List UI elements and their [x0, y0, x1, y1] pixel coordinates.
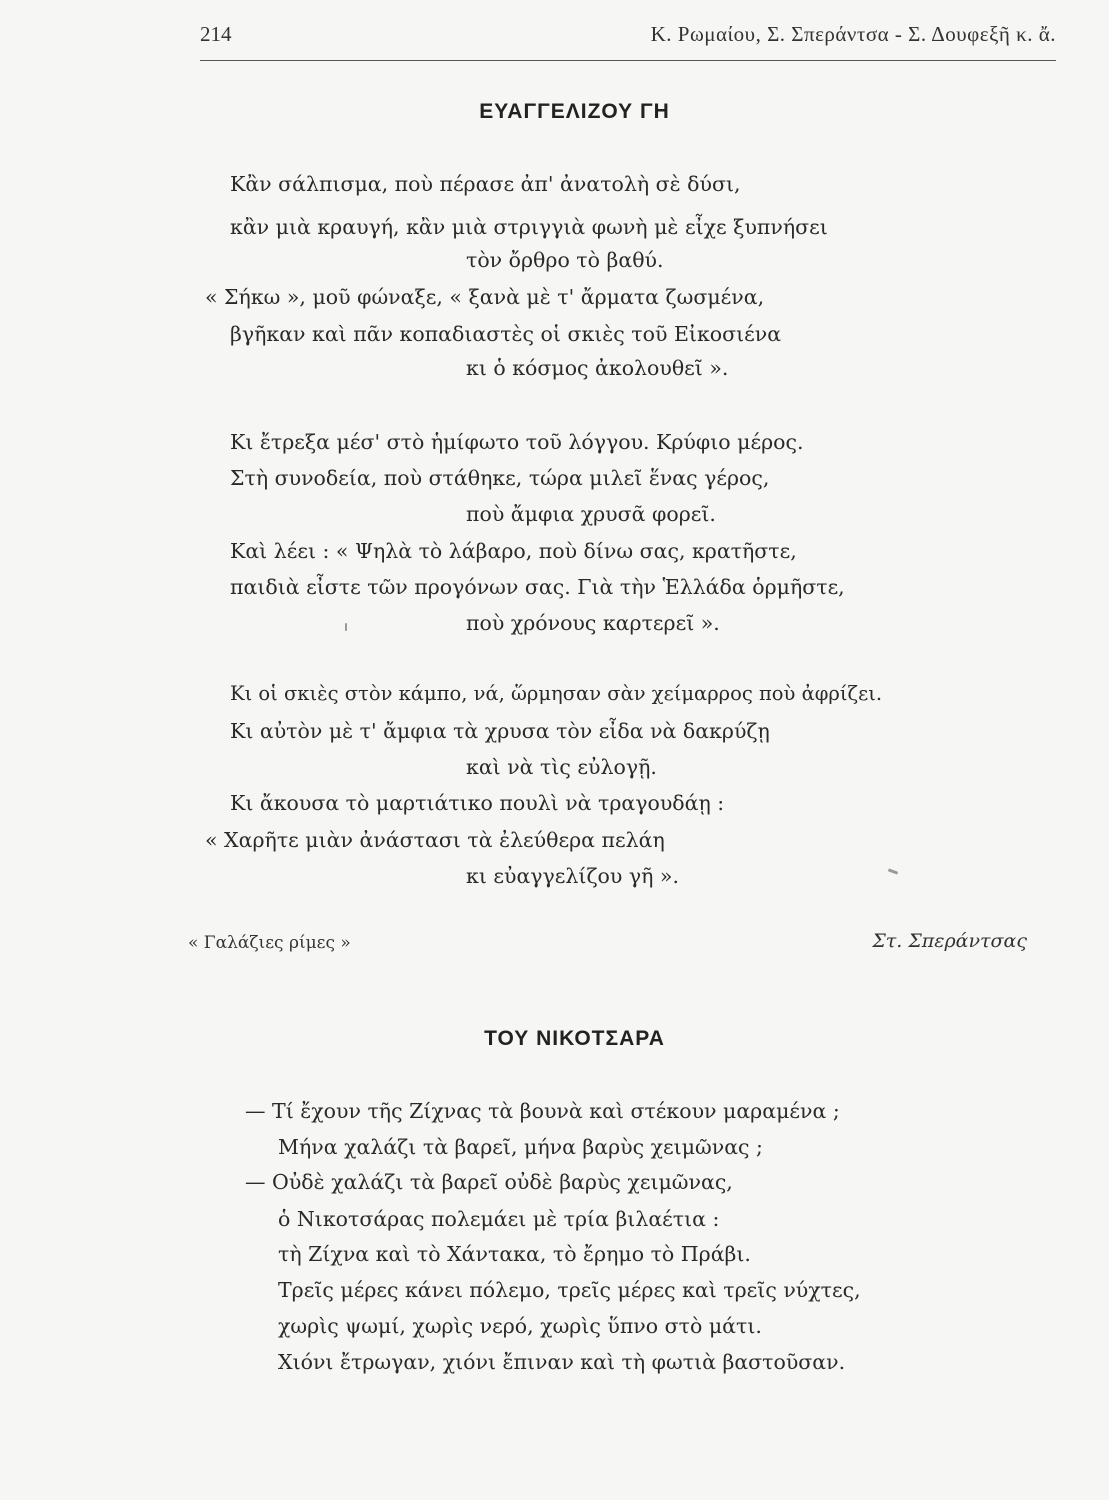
poem-title: ΤΟΥ ΝΙΚΟΤΣΑΡΑ	[484, 1027, 665, 1050]
poem-line: Στὴ συνοδεία, ποὺ στάθηκε, τώρα μιλεῖ ἕνας γέρος,	[230, 466, 770, 490]
poem-line: κἂν μιὰ κραυγή, κἂν μιὰ στριγγιὰ φωνὴ μὲ εἶχε ξυπνήσει	[230, 215, 828, 239]
poem-line: — Οὐδὲ χαλάζι τὰ βαρεῖ οὐδὲ βαρὺς χειμῶνας,	[245, 1170, 733, 1194]
poem-line: κι ὁ κόσμος ἀκολουθεῖ ».	[466, 356, 729, 380]
poem-line: Καὶ λέει : « Ψηλὰ τὸ λάβαρο, ποὺ δίνω σας, κρατῆστε,	[230, 539, 797, 563]
poem-line: Κι ἄκουσα τὸ μαρτιάτικο πουλὶ νὰ τραγουδάῃ :	[230, 791, 725, 815]
poem-author: Στ. Σπεράντσας	[872, 930, 1027, 952]
poem-line: — Τί ἔχουν τῆς Ζίχνας τὰ βουνὰ καὶ στέκουν μαραμένα ;	[245, 1099, 840, 1123]
poem-line: ποὺ χρόνους καρτερεῖ ».	[466, 611, 720, 635]
poem-line: χωρὶς ψωμί, χωρὶς νερό, χωρὶς ὕπνο στὸ μάτι.	[278, 1314, 762, 1338]
paper-speck	[888, 868, 898, 874]
poem-line: « Χαρῆτε μιὰν ἀνάστασι τὰ ἐλεύθερα πελάη	[205, 828, 665, 852]
poem-line: Κι ἔτρεξα μέσ' στὸ ἡμίφωτο τοῦ λόγγου. Κρύφιο μέρος.	[230, 430, 804, 454]
poem-line: Κἂν σάλπισμα, ποὺ πέρασε ἀπ' ἀνατολὴ σὲ δύσι,	[230, 172, 741, 196]
poem-title: ΕΥΑΓΓΕΛΙΖΟΥ ΓΗ	[479, 100, 670, 123]
poem-line: Τρεῖς μέρες κάνει πόλεμο, τρεῖς μέρες καὶ τρεῖς νύχτες,	[278, 1278, 861, 1302]
paper-speck	[345, 623, 347, 631]
poem-line: παιδιὰ εἶστε τῶν προγόνων σας. Γιὰ τὴν Ἑλλάδα ὁρμῆστε,	[230, 575, 845, 599]
running-head: Κ. Ρωμαίου, Σ. Σπεράντσα - Σ. Δουφεξῆ κ. ἄ.	[650, 22, 1056, 46]
poem-line: Χιόνι ἔτρωγαν, χιόνι ἔπιναν καὶ τὴ φωτιὰ βαστοῦσαν.	[278, 1350, 846, 1374]
poem-line: κι εὐαγγελίζου γῆ ».	[466, 864, 679, 888]
poem-line: « Σήκω », μοῦ φώναξε, « ξανὰ μὲ τ' ἄρματα ζωσμένα,	[205, 285, 765, 309]
poem-line: Κι οἱ σκιὲς στὸν κάμπο, νά, ὥρμησαν σὰν χείμαρρος ποὺ ἀφρίζει.	[230, 682, 883, 705]
page-number: 214	[200, 22, 232, 46]
poem-line: τὸν ὄρθρο τὸ βαθύ.	[466, 248, 664, 272]
poem-line: Κι αὐτὸν μὲ τ' ἄμφια τὰ χρυσα τὸν εἶδα νὰ δακρύζῃ	[230, 719, 770, 743]
poem-line: καὶ νὰ τὶς εὐλογῇ.	[466, 755, 657, 779]
poem-line: ὁ Νικοτσάρας πολεμάει μὲ τρία βιλαέτια :	[278, 1207, 720, 1231]
poem-line: τὴ Ζίχνα καὶ τὸ Χάντακα, τὸ ἔρημο τὸ Πράβι.	[278, 1242, 751, 1266]
poem-source: « Γαλάζιες ρίμες »	[188, 933, 351, 953]
poem-line: βγῆκαν καὶ πᾶν κοπαδιαστὲς οἱ σκιὲς τοῦ Εἰκοσιένα	[230, 322, 782, 346]
poem-line: Μήνα χαλάζι τὰ βαρεῖ, μήνα βαρὺς χειμῶνας ;	[278, 1135, 763, 1159]
page-header	[200, 22, 1056, 58]
poem-line: ποὺ ἄμφια χρυσᾶ φορεῖ.	[466, 502, 716, 526]
header-rule	[200, 60, 1056, 61]
